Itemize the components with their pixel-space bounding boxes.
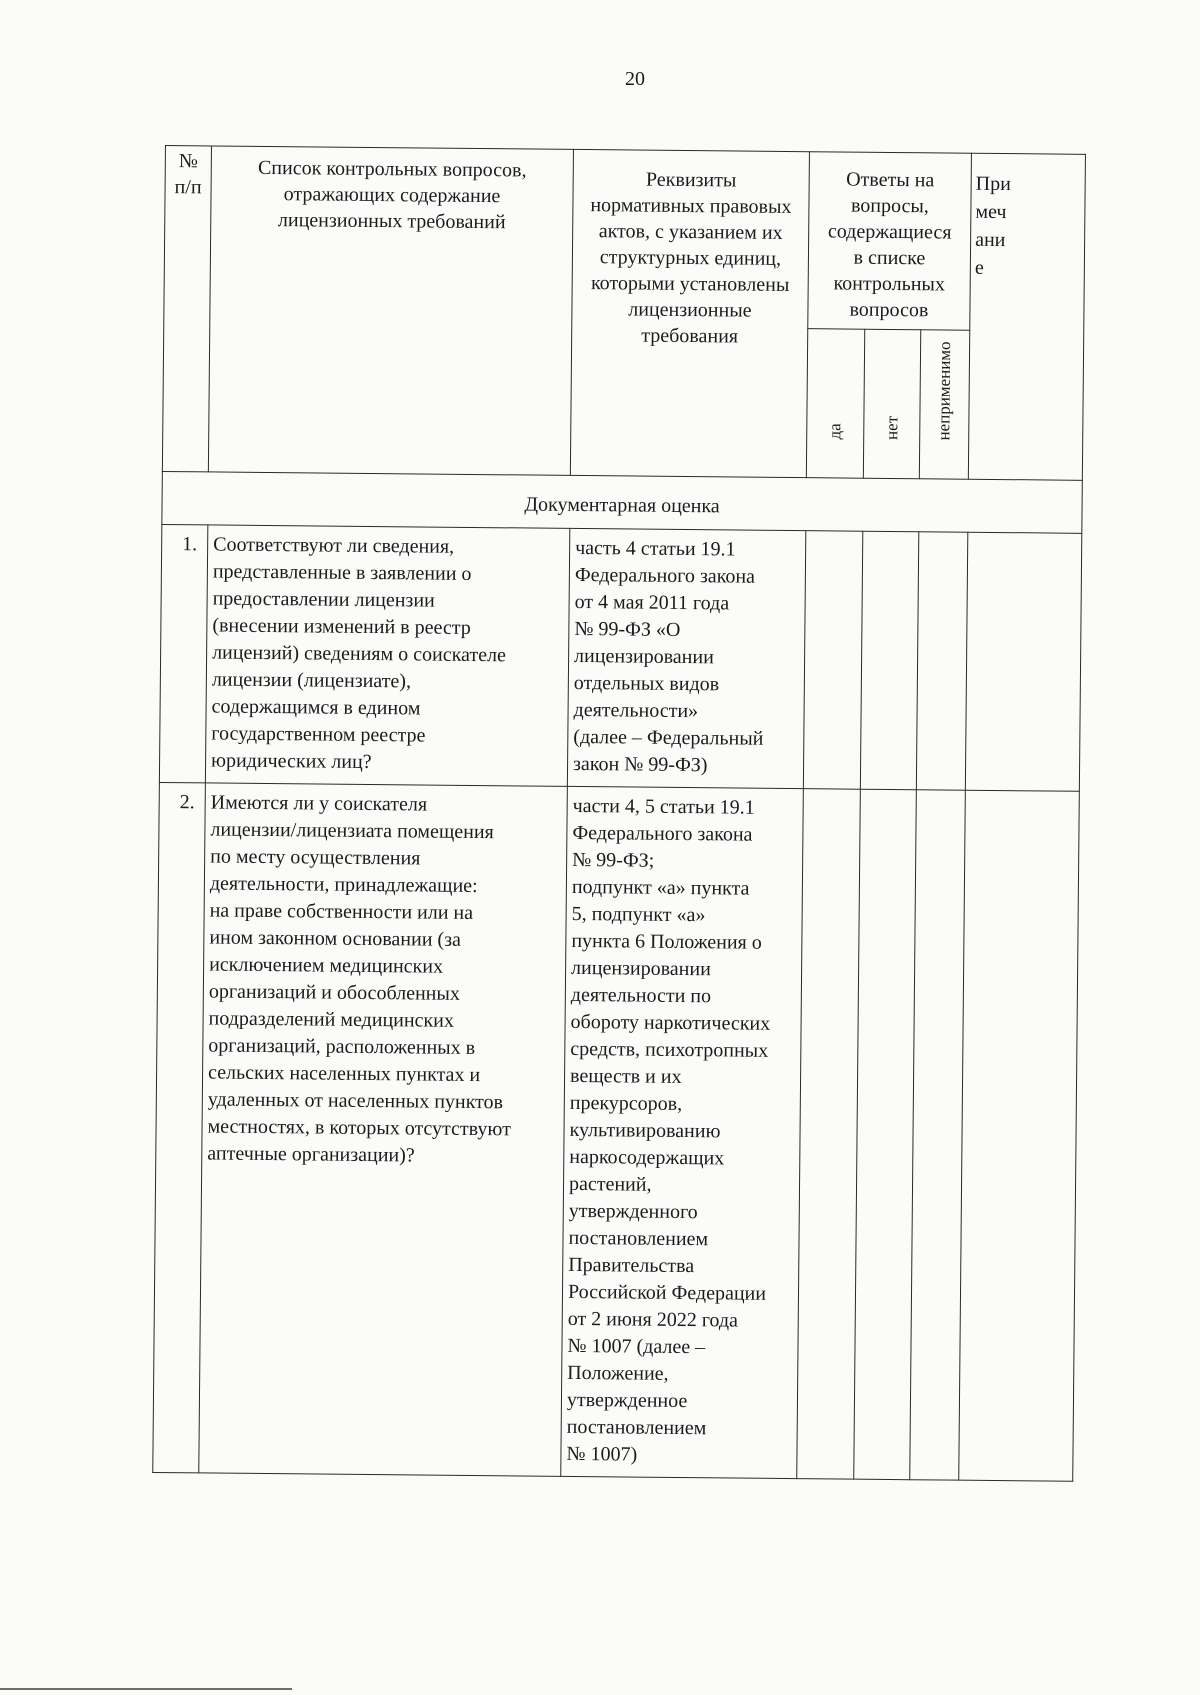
scan-edge-line [0, 1688, 292, 1690]
row-question: Соответствуют ли сведения, представленные в заявлении о предоставлении лицензии (внесении изменений в реестр лицензий) сведениям о соискателе лицензии (лицензиате), содержащимся в едином государственном реестре юридических лиц? [205, 525, 569, 786]
row-note-cell [959, 790, 1080, 1481]
section-row [162, 471, 1082, 533]
checklist-table [152, 145, 1086, 1482]
table-row [159, 524, 1081, 791]
table-row [153, 782, 1080, 1481]
row-question: Имеются ли у соискателя лицензии/лицензиата помещения по месту осуществления деятельности, принадлежащие: на праве собственности или на ином законном основании (за исключением медицинских организаций и обособленных подразделений медицинских организаций, расположенных в сельских населенных пунктах и удаленных от населенных пунктов местностях, в которых отсутствуют аптечные организации)? [199, 783, 568, 1476]
header-note: При меч ани е [968, 153, 1085, 480]
header-questions: Список контрольных вопросов, отражающих содержание лицензионных требований [208, 146, 573, 475]
page-number: 20 [625, 68, 645, 90]
header-requisites: Реквизиты нормативных правовых актов, с указанием их структурных единиц, которыми установлены лицензионные требования [570, 149, 809, 477]
answer-na-label: неприменимо [934, 341, 955, 441]
checklist-table-wrapper [152, 145, 1086, 1482]
row-note-cell [965, 532, 1081, 791]
row-answer-na-cell [910, 790, 966, 1480]
row-answer-na-cell [916, 532, 968, 790]
answer-no-label: нет [881, 415, 901, 441]
header-answer-yes [806, 329, 864, 479]
row-answer-no-cell [860, 531, 918, 790]
row-number: 1. [159, 524, 207, 782]
row-number: 2. [153, 782, 206, 1472]
section-title: Документарная оценка [162, 471, 1082, 533]
header-answers: Ответы на вопросы, содержащиеся в списке контрольных вопросов [808, 152, 972, 331]
row-requisites: часть 4 статьи 19.1 Федерального закона от 4 мая 2011 года № 99-ФЗ «О лицензировании отдельных видов деятельности» (далее – Федеральный закон № 99-ФЗ) [567, 528, 805, 788]
row-answer-yes-cell [797, 789, 861, 1480]
row-answer-no-cell [854, 789, 917, 1480]
row-answer-yes-cell [803, 531, 862, 790]
row-requisites: части 4, 5 статьи 19.1 Федерального закона № 99-ФЗ; подпункт «а» пункта 5, подпункт «а» пункта 6 Положения о лицензировании деятельности по обороту наркотических средств, психотропных веществ и их прекурсоров, культивированию наркосодержащих растений, утвержденного постановлением Правительства Российской Федерации от 2 июня 2022 года № 1007 (далее – Положение, утвержденное постановлением № 1007) [561, 786, 804, 1478]
answer-yes-label: да [825, 423, 845, 440]
header-number: № п/п [162, 146, 211, 472]
header-answer-no [863, 329, 920, 479]
header-answer-na [919, 330, 969, 479]
header-row [164, 146, 1086, 332]
